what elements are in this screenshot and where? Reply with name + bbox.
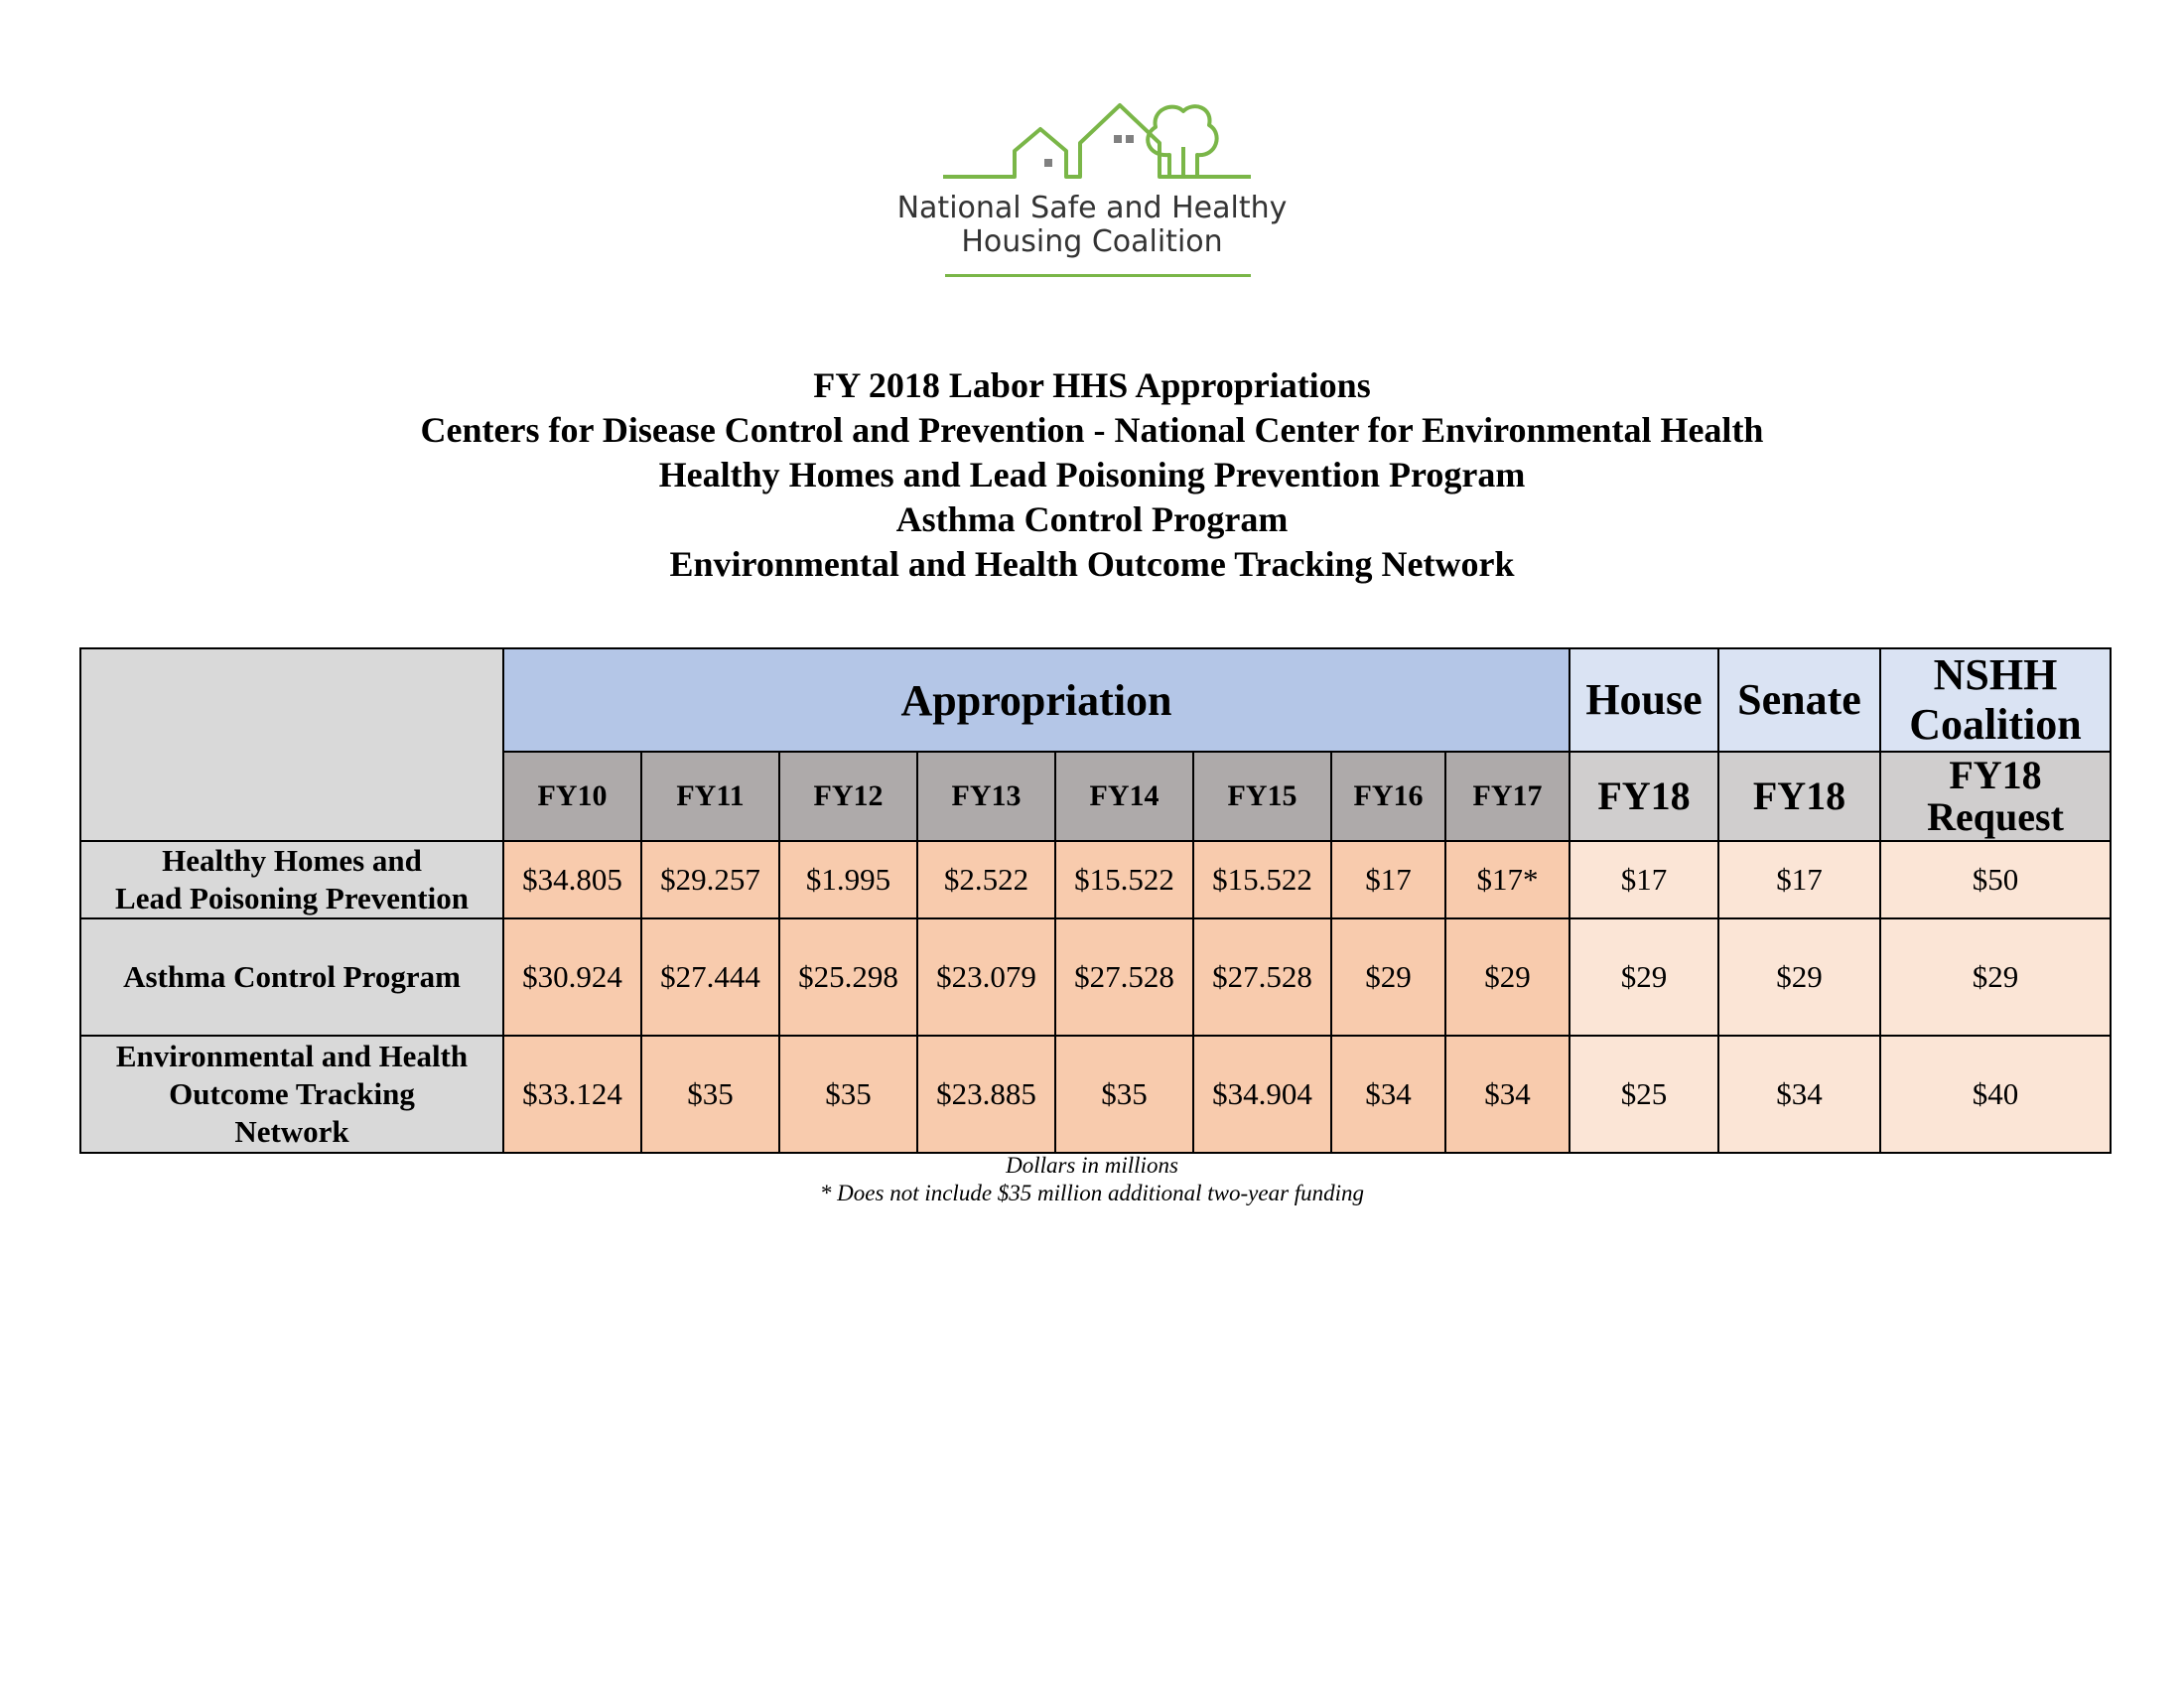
value-cell: $34 [1331, 1036, 1445, 1153]
year-header: FY15 [1193, 752, 1331, 841]
house-value-cell: $25 [1570, 1036, 1718, 1153]
value-cell: $27.444 [641, 918, 779, 1036]
value-cell: $27.528 [1055, 918, 1193, 1036]
appropriation-header: Appropriation [503, 648, 1570, 752]
logo-underline [945, 274, 1251, 277]
value-cell: $1.995 [779, 841, 917, 918]
value-cell: $35 [641, 1036, 779, 1153]
row-label-line: Outcome Tracking [169, 1076, 415, 1111]
table-row [80, 918, 2111, 1036]
row-label [80, 1036, 503, 1153]
value-cell: $34.805 [503, 841, 641, 918]
nshh-value-cell: $50 [1880, 841, 2111, 918]
title-line: Healthy Homes and Lead Poisoning Prevention Program [658, 455, 1526, 494]
senate-value-cell: $17 [1718, 841, 1880, 918]
value-cell: $17 [1331, 841, 1445, 918]
row-label-line: Network [234, 1114, 349, 1149]
senate-header: Senate [1718, 648, 1880, 752]
row-label-line: Environmental and Health [115, 1039, 469, 1073]
house-header: House [1570, 648, 1718, 752]
value-cell: $33.124 [503, 1036, 641, 1153]
table-row [80, 841, 2111, 918]
year-header: FY12 [779, 752, 917, 841]
nshh-year-header [1880, 752, 2111, 841]
nshh-coalition-header [1880, 648, 2111, 752]
document-title-block [0, 363, 2184, 587]
logo-text-line1: National Safe and Healthy [896, 191, 1288, 225]
value-cell: $29 [1445, 918, 1570, 1036]
title-line: Centers for Disease Control and Prevention - National Center for Environmental Health [420, 410, 1764, 450]
value-cell: $30.924 [503, 918, 641, 1036]
value-cell: $27.528 [1193, 918, 1331, 1036]
nshh-value-cell: $40 [1880, 1036, 2111, 1153]
senate-value-cell: $34 [1718, 1036, 1880, 1153]
title-line: Environmental and Health Outcome Tracking Network [669, 544, 1515, 584]
nshh-year-line2: Request [1927, 794, 2064, 839]
row-label-line: Asthma Control Program [123, 959, 461, 994]
house-value-cell: $17 [1570, 841, 1718, 918]
appropriations-table [79, 647, 2112, 1154]
year-header: FY14 [1055, 752, 1193, 841]
row-label [80, 918, 503, 1036]
value-cell: $29 [1331, 918, 1445, 1036]
value-cell: $23.079 [917, 918, 1055, 1036]
table-footnotes [0, 1152, 2184, 1207]
house-tree-logo-icon [943, 95, 1251, 185]
row-label [80, 841, 503, 918]
nshh-header-line1: NSHH [1933, 650, 2058, 699]
row-label-line: Lead Poisoning Prevention [115, 881, 469, 915]
senate-year-header: FY18 [1718, 752, 1880, 841]
nshh-year-line1: FY18 [1949, 753, 2042, 797]
nshh-value-cell: $29 [1880, 918, 2111, 1036]
house-value-cell: $29 [1570, 918, 1718, 1036]
footnote-asterisk: * Does not include $35 million additional two-year funding [819, 1181, 1365, 1205]
value-cell: $17* [1445, 841, 1570, 918]
value-cell: $15.522 [1193, 841, 1331, 918]
coalition-logo [0, 0, 2184, 298]
value-cell: $23.885 [917, 1036, 1055, 1153]
logo-text-line2: Housing Coalition [961, 224, 1223, 259]
year-header: FY17 [1445, 752, 1570, 841]
senate-value-cell: $29 [1718, 918, 1880, 1036]
year-header: FY16 [1331, 752, 1445, 841]
title-line: FY 2018 Labor HHS Appropriations [813, 365, 1371, 405]
value-cell: $35 [779, 1036, 917, 1153]
year-header: FY10 [503, 752, 641, 841]
value-cell: $34.904 [1193, 1036, 1331, 1153]
footnote-units: Dollars in millions [1006, 1153, 1178, 1178]
nshh-header-line2: Coalition [1909, 700, 2082, 749]
title-line: Asthma Control Program [895, 499, 1289, 539]
year-header: FY11 [641, 752, 779, 841]
value-cell: $29.257 [641, 841, 779, 918]
table-row [80, 1036, 2111, 1153]
value-cell: $15.522 [1055, 841, 1193, 918]
value-cell: $2.522 [917, 841, 1055, 918]
value-cell: $25.298 [779, 918, 917, 1036]
row-label-line: Healthy Homes and [162, 843, 422, 878]
value-cell: $35 [1055, 1036, 1193, 1153]
house-year-header: FY18 [1570, 752, 1718, 841]
value-cell: $34 [1445, 1036, 1570, 1153]
year-header: FY13 [917, 752, 1055, 841]
table-corner-cell [80, 648, 503, 841]
